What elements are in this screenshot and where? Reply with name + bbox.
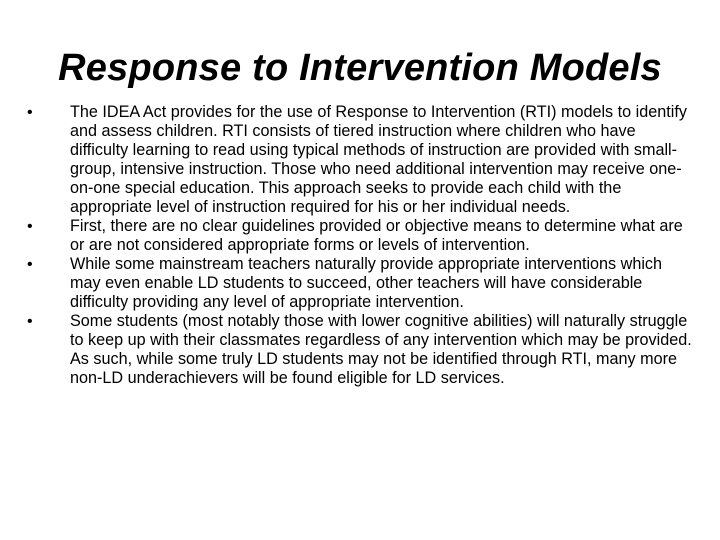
bullet-icon: •	[27, 218, 33, 235]
bullet-text-4: Some students (most notably those with lower cognitive abilities) will naturally struggle to keep up with their classmates regardless of any intervention which may be provided. As such, while some truly LD students may not be identified through RTI, many more non-LD underachievers will be found eligible for LD services.	[70, 312, 692, 387]
bullet-item-1	[24, 103, 692, 217]
bullet-icon: •	[27, 313, 33, 330]
slide-title: Response to Intervention Models	[58, 47, 662, 89]
bullet-text-3: While some mainstream teachers naturally provide appropriate interventions which may even enable LD students to succeed, other teachers will have considerable difficulty providing any level of appropriate intervention.	[70, 255, 663, 311]
bullet-icon: •	[27, 256, 33, 273]
bullet-text-1: The IDEA Act provides for the use of Response to Intervention (RTI) models to identify and assess children. RTI consists of tiered instruction where children who have difficulty learning to read using typical methods of instruction are provided with small-group, intensive instruction. Those who need additional intervention may receive one-on-one special education. This approach seeks to provide each child with the appropriate level of instruction required for his or her individual needs.	[70, 103, 687, 216]
bullet-item-4	[24, 312, 692, 388]
bullet-text-2: First, there are no clear guidelines provided or objective means to determine what are or are not considered appropriate forms or levels of intervention.	[70, 217, 683, 254]
bullet-item-3	[24, 255, 692, 312]
bullet-list	[24, 103, 692, 388]
bullet-item-2	[24, 217, 692, 255]
bullet-icon: •	[27, 104, 33, 121]
